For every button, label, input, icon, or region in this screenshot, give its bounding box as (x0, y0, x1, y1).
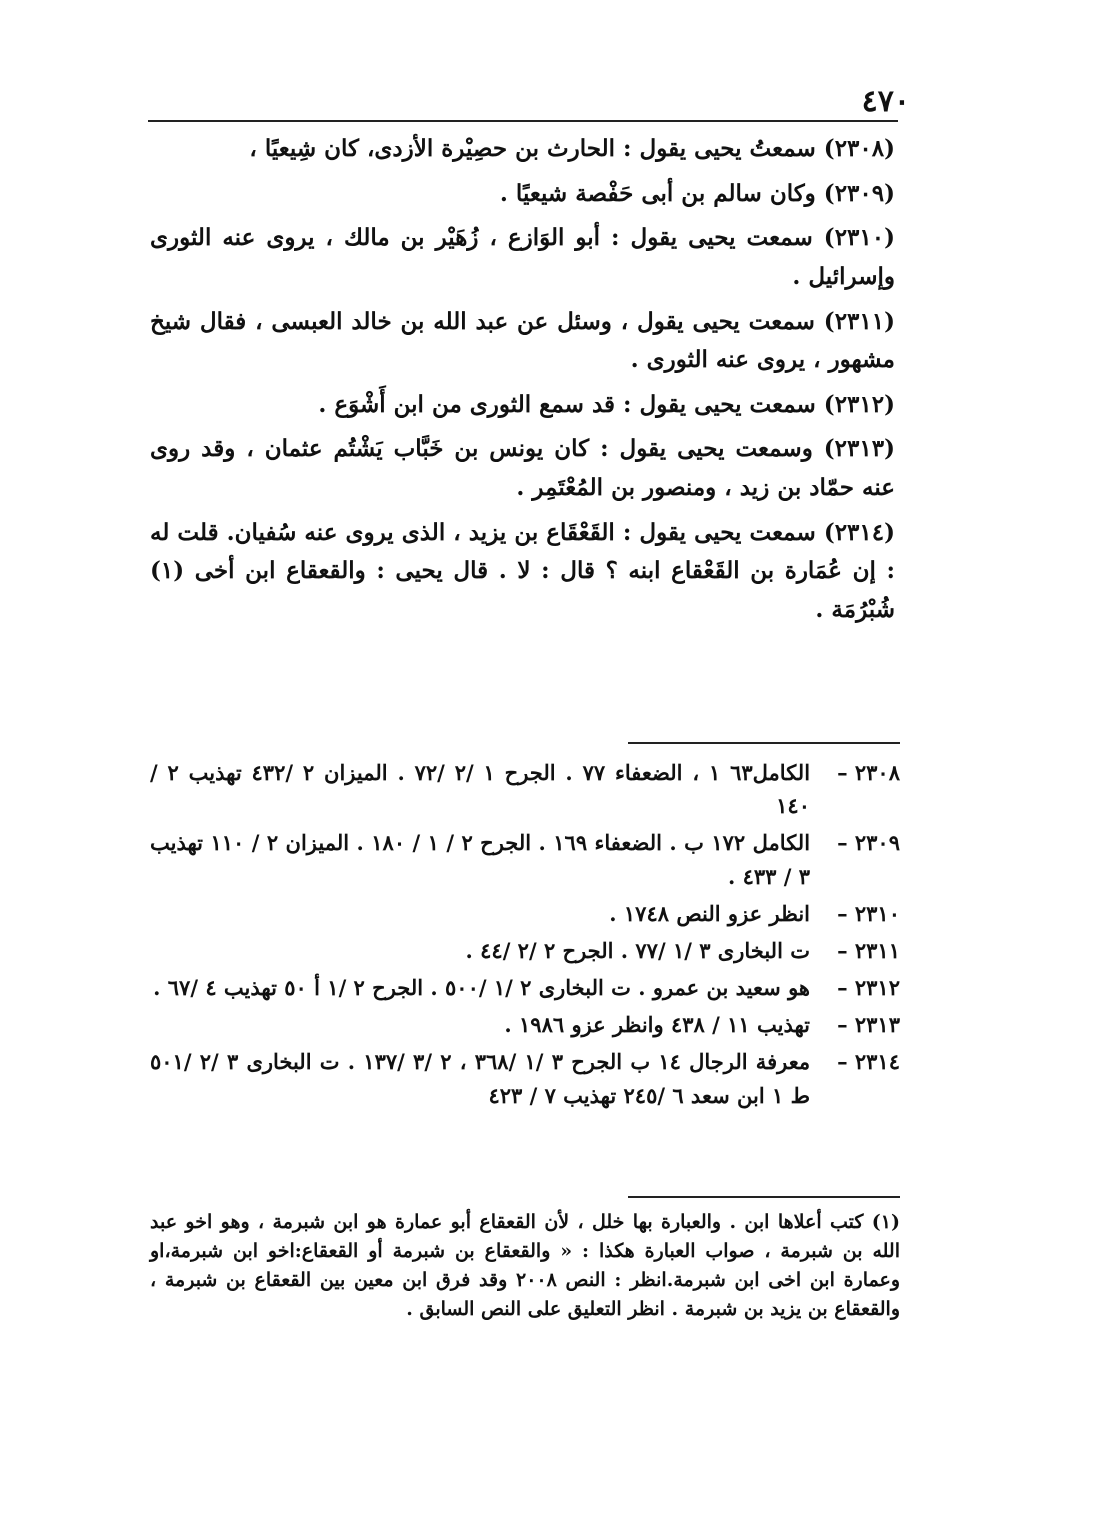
entry-number: (٢٣٠٨) (823, 135, 895, 162)
note-number: ٢٣١١ – (837, 937, 900, 963)
entry-text: وسمعت يحيى يقول : كان يونس بن خَبَّاب يَشْتُم عثمان ، وقد روى عنه حمّاد بن زيد ، ومنصور بن المُعْتَمِر . (150, 435, 895, 501)
entry-text: سمعت يحيى يقول : قد سمع الثورى من ابن أَشْوَع . (318, 390, 816, 418)
note-2314 (150, 1045, 900, 1111)
entry-number: (٢٣١٠) (823, 224, 895, 252)
footnote: (١) كتب أعلاها ابن . والعبارة بها خلل ، لأن القعقاع أبو عمارة هو ابن شبرمة ، وهو اخو عبد الله بن شبرمة ، صواب العبارة هكذا : « والقعقاع بن شبرمة أو القعقاع:اخو ابن شبرمة،او وعمارة ابن اخى ابن شبرمة.انظر : النص ٢٠٠٨ وقد فرق ابن معين بين القعقاع بن شبرمة ، والقعقاع بن يزيد بن شبرمة . انظر التعليق على النص السابق . (150, 1211, 901, 1320)
note-text: معرفة الرجال ١٤ ب الجرح ٣ /١ /٣٦٨ ، ٢ /٣ /١٣٧ . ت البخارى ٣ /٢ /٥٠١ ط ١ ابن سعد ٦ /٢٤٥ تهذيب ٧ / ٤٢٣ (150, 1049, 811, 1108)
entry-number: (٢٣١١) (823, 307, 895, 335)
note-text: تهذيب ١١ / ٤٣٨ وانظر عزو ١٩٨٦ . (504, 1012, 810, 1038)
note-2310 (150, 897, 900, 930)
entry-2310 (150, 219, 895, 296)
entry-text: سمعت يحيى يقول ، وسئل عن عبد الله بن خالد العبسى ، فقال شيخ مشهور ، يروى عنه الثورى . (150, 307, 895, 374)
notes-section (150, 756, 900, 1116)
entry-text: سمعت يحيى يقول : أبو الوَازع ، زُهَيْر بن مالك ، يروى عنه الثورى وإسرائيل . (150, 224, 895, 290)
entry-text: سمعت يحيى يقول : القَعْقَاع بن يزيد ، الذى يروى عنه سُفيان. قلت له : إن عُمَارة بن القَعْقاع ابنه ؟ قال : لا . قال يحيى : والقعقاع ابن أخى (١) شُبْرُمَة . (150, 518, 895, 623)
note-2313 (150, 1008, 900, 1041)
entry-2312 (150, 386, 895, 425)
notes-divider (628, 742, 900, 744)
note-2309 (150, 826, 900, 892)
entry-2308 (150, 130, 895, 169)
note-number: ٢٣٠٨ – (837, 760, 900, 785)
entry-text: سمعتُ يحيى يقول : الحارث بن حصِيْرة الأزدى، كان شِيعيًا ، (249, 135, 816, 162)
note-2311 (150, 934, 900, 967)
entry-2311 (150, 303, 895, 380)
note-text: ت البخارى ٣ /١ /٧٧ . الجرح ٢ /٢ /٤٤ . (465, 937, 810, 963)
header-rule (148, 120, 898, 122)
note-2308 (150, 756, 900, 822)
entry-2313 (150, 430, 895, 507)
note-number: ٢٣١٢ – (837, 975, 900, 1001)
note-text: الكامل ١٧٢ ب . الضعفاء ١٦٩ . الجرح ٢ / ١ / ١٨٠ . الميزان ٢ / ١١٠ تهذيب ٣ / ٤٣٣ . (150, 830, 811, 889)
entry-number: (٢٣١٣) (823, 435, 895, 463)
note-number: ٢٣١٣ – (837, 1012, 900, 1038)
entry-2314 (150, 514, 895, 630)
entry-text: وكان سالم بن أبى حَفْصة شيعيًا . (499, 179, 816, 207)
note-text: انظر عزو النص ١٧٤٨ . (609, 900, 810, 926)
entry-number: (٢٣١٤) (823, 518, 896, 546)
note-number: ٢٣٠٩ – (837, 830, 900, 856)
main-text (150, 130, 895, 636)
note-number: ٢٣١٤ – (837, 1049, 900, 1075)
note-2312 (150, 971, 900, 1004)
note-text: هو سعيد بن عمرو . ت البخارى ٢ /١ /٥٠٠ . الجرح ٢ /١ أ ٥٠ تهذيب ٤ /٦٧ . (153, 975, 810, 1001)
entry-number: (٢٣١٢) (823, 390, 895, 418)
page-number: ٤٧٠ (861, 84, 910, 119)
footnote-divider (628, 1196, 900, 1198)
entry-2309 (150, 175, 895, 214)
note-text: الكامل٦٣ ١ ، الضعفاء ٧٧ . الجرح ١ /٢ /٧٢ . الميزان ٢ /٤٣٢ تهذيب ٢ / ١٤٠ (150, 760, 811, 819)
entry-number: (٢٣٠٩) (823, 179, 895, 207)
note-number: ٢٣١٠ – (837, 900, 900, 926)
